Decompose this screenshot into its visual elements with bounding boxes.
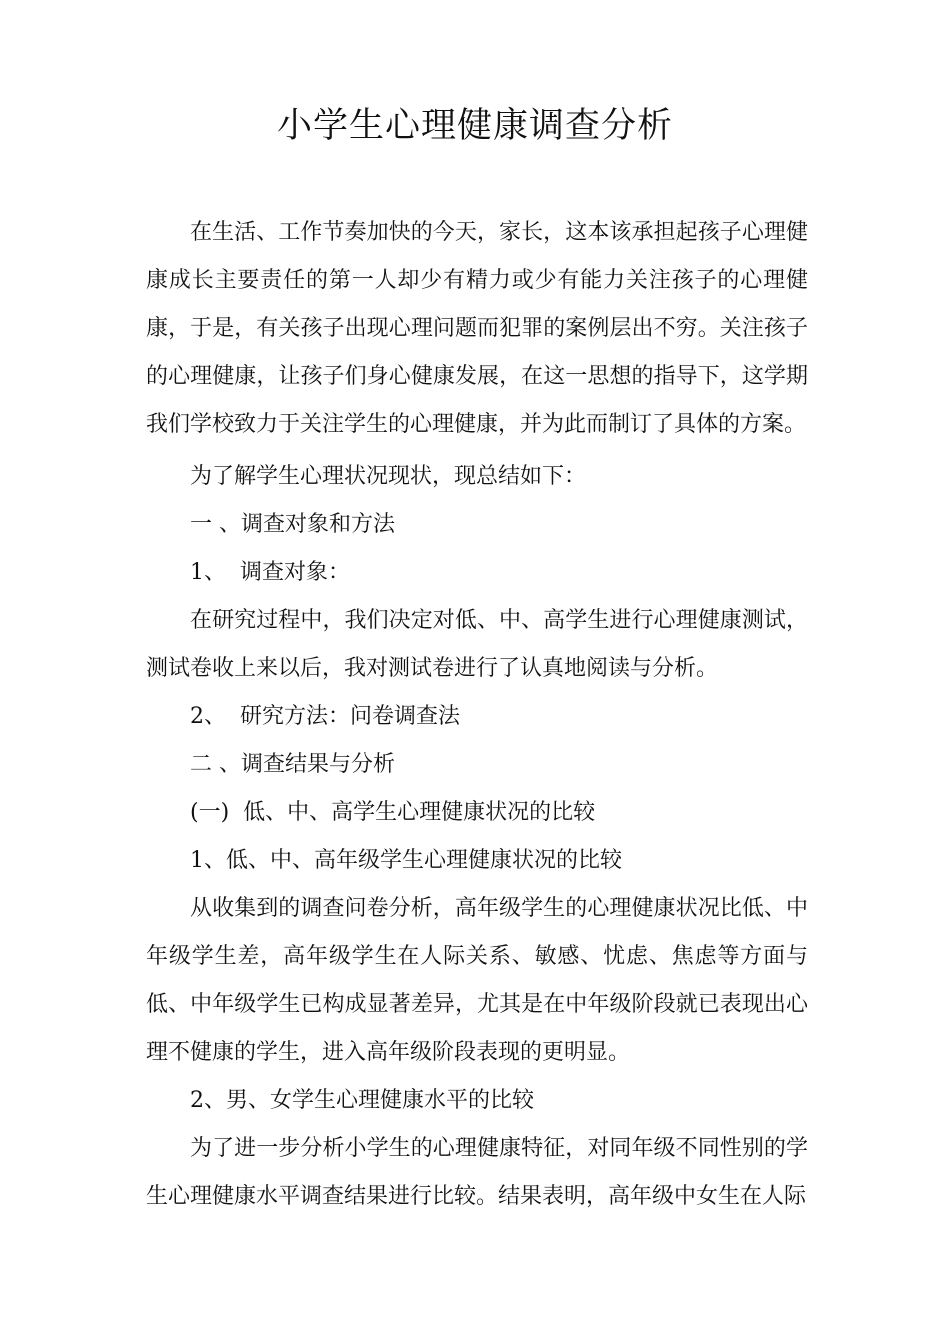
survey-subject-paragraph: 在研究过程中，我们决定对低、中、高学生进行心理健康测试，测试卷收上来以后，我对测试卷进行了认真地阅读与分析。 xyxy=(146,608,808,681)
document-body xyxy=(146,209,808,1221)
subsection-heading-grade-comparison: (一) 低、中、高学生心理健康状况的比较 xyxy=(190,800,596,825)
item-heading-grade-comparison: 1、低、中、高年级学生心理健康状况的比较 xyxy=(190,848,622,873)
document-title: 小学生心理健康调查分析 xyxy=(276,106,673,146)
section-heading-results: 二 、调查结果与分析 xyxy=(190,752,395,777)
subsection-heading-survey-subject: 1、 调查对象： xyxy=(190,560,350,585)
grade-comparison-paragraph: 从收集到的调查问卷分析，高年级学生的心理健康状况比低、中年级学生差，高年级学生在人际关系、敏感、忧虑、焦虑等方面与低、中年级学生已构成显著差异，尤其是在中年级阶段就已表现出心理不健康的学生，进入高年级阶段表现的更明显。 xyxy=(146,896,808,1065)
summary-lead-paragraph: 为了解学生心理状况现状，现总结如下： xyxy=(190,464,587,489)
item-heading-gender-comparison: 2、男、女学生心理健康水平的比较 xyxy=(190,1088,534,1113)
gender-comparison-paragraph: 为了进一步分析小学生的心理健康特征，对同年级不同性别的学生心理健康水平调查结果进行比较。结果表明，高年级中女生在人际 xyxy=(146,1136,808,1209)
subsection-heading-research-method: 2、 研究方法：问卷调查法 xyxy=(190,704,460,729)
section-heading-survey-method: 一 、调查对象和方法 xyxy=(190,512,395,537)
intro-paragraph: 在生活、工作节奏加快的今天，家长，这本该承担起孩子心理健康成长主要责任的第一人却少有精力或少有能力关注孩子的心理健康，于是，有关孩子出现心理问题而犯罪的案例层出不穷。关注孩子的心理健康，让孩子们身心健康发展，在这一思想的指导下，这学期我们学校致力于关注学生的心理健康，并为此而制订了具体的方案。 xyxy=(146,220,808,437)
